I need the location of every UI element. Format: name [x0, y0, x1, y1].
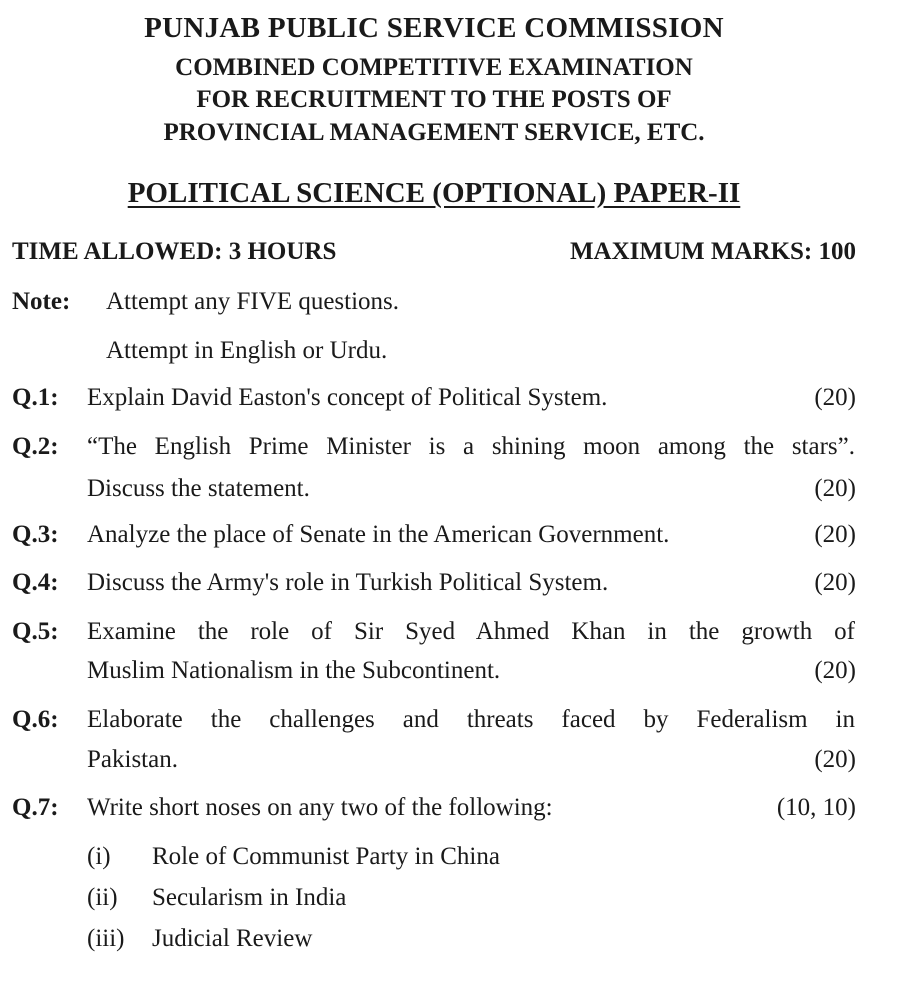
note-line-1: Attempt any FIVE questions.	[106, 288, 400, 315]
sub-item-2-number: (ii)	[87, 884, 118, 911]
question-2-marks: (20)	[814, 475, 856, 502]
time-allowed: TIME ALLOWED: 3 HOURS	[12, 238, 337, 265]
question-6-number: Q.6:	[12, 706, 59, 733]
question-5-text: Examine the role of Sir Syed Ahmed Khan in the growth of	[87, 618, 855, 645]
header-service: PROVINCIAL MANAGEMENT SERVICE, ETC.	[163, 119, 705, 146]
question-2-number: Q.2:	[12, 433, 59, 460]
question-1-marks: (20)	[814, 384, 856, 411]
sub-item-3-text: Judicial Review	[152, 925, 313, 952]
question-1-text: Explain David Easton's concept of Political System.	[87, 384, 608, 411]
question-4-marks: (20)	[814, 569, 856, 596]
paper-title	[0, 177, 868, 210]
question-2-text: “The English Prime Minister is a shining moon among the stars”.	[87, 433, 855, 460]
question-6-text: Elaborate the challenges and threats faced by Federalism in	[87, 706, 855, 733]
sub-item-2-text: Secularism in India	[152, 884, 347, 911]
question-5-text-cont: Muslim Nationalism in the Subcontinent.	[87, 657, 501, 684]
question-3-marks: (20)	[814, 521, 856, 548]
question-2-text-cont: Discuss the statement.	[87, 475, 310, 502]
question-7-marks: (10, 10)	[776, 794, 856, 821]
question-7-number: Q.7:	[12, 794, 59, 821]
question-5-marks: (20)	[814, 657, 856, 684]
maximum-marks: MAXIMUM MARKS: 100	[569, 238, 856, 265]
question-6-marks: (20)	[814, 746, 856, 773]
paper-title-text: POLITICAL SCIENCE (OPTIONAL) PAPER-II	[127, 177, 741, 209]
sub-item-1-text: Role of Communist Party in China	[152, 843, 500, 870]
question-6-text-cont: Pakistan.	[87, 746, 178, 773]
sub-item-1-number: (i)	[87, 843, 111, 870]
question-4-text: Discuss the Army's role in Turkish Political System.	[87, 569, 609, 596]
header-commission: PUNJAB PUBLIC SERVICE COMMISSION	[144, 12, 724, 44]
note-line-2: Attempt in English or Urdu.	[106, 337, 388, 364]
sub-item-3-number: (iii)	[87, 925, 125, 952]
question-7-text: Write short noses on any two of the following:	[87, 794, 553, 821]
question-3-text: Analyze the place of Senate in the American Government.	[87, 521, 670, 548]
question-4-number: Q.4:	[12, 569, 59, 596]
question-3-number: Q.3:	[12, 521, 59, 548]
question-1-number: Q.1:	[12, 384, 59, 411]
header-exam: COMBINED COMPETITIVE EXAMINATION	[175, 54, 693, 81]
question-5-number: Q.5:	[12, 618, 59, 645]
note-label: Note:	[12, 288, 71, 315]
header-recruitment: FOR RECRUITMENT TO THE POSTS OF	[196, 86, 672, 113]
